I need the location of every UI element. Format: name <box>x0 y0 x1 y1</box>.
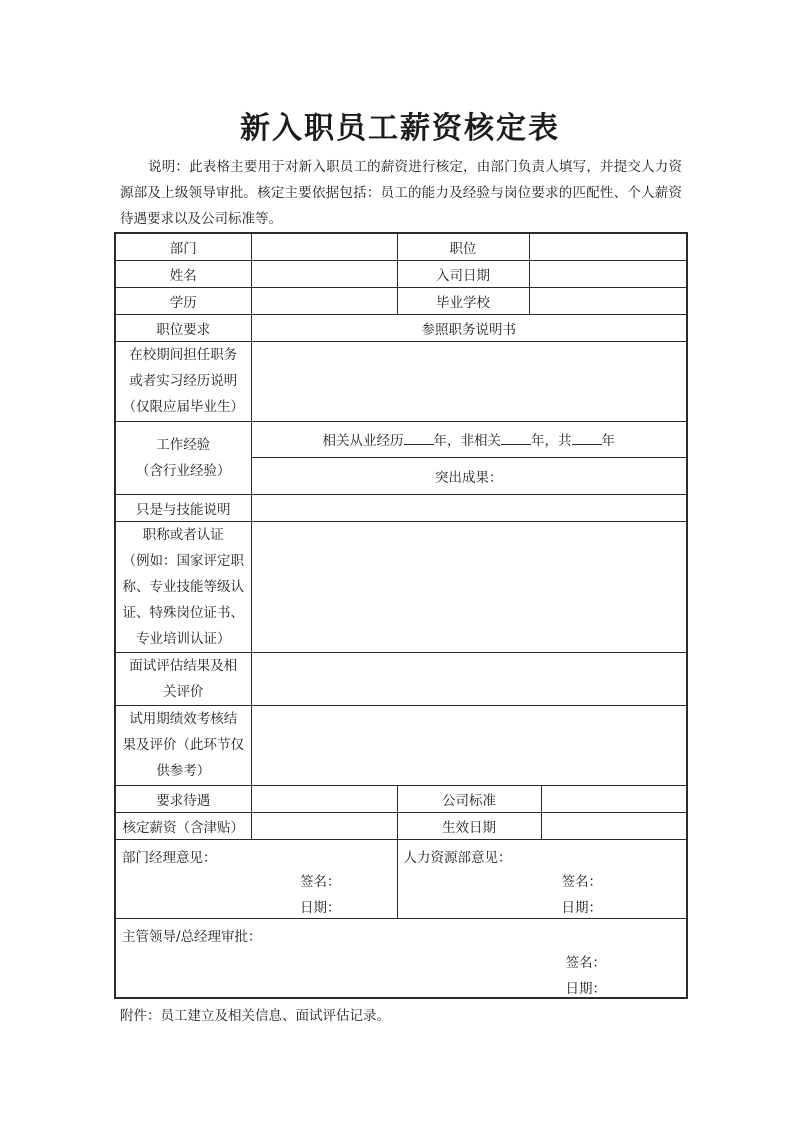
label-line: 工作经验 <box>156 436 211 453</box>
form-description: 说明：此表格主要用于对新入职员工的薪资进行核定，由部门负责人填写，并提交人力资源部及上级领导审批。核定主要依据包括：员工的能力及经验与岗位要求的匹配性、个人薪资待遇要求以及公司标准等。 <box>120 159 682 227</box>
label-line: 果及评价（此环节仅 <box>122 737 244 753</box>
value-name[interactable] <box>251 260 397 287</box>
label-probation <box>115 705 251 785</box>
label-line: （含行业经验） <box>136 462 231 479</box>
work-years-text: 年，共 <box>531 433 572 449</box>
label-line: 证、特殊岗位证书、 <box>122 604 244 621</box>
value-interview[interactable] <box>251 652 687 705</box>
label-line: （仅限应届毕业生） <box>122 399 244 415</box>
dept-opinion-label: 部门经理意见： <box>122 849 217 866</box>
label-school: 毕业学校 <box>397 287 529 314</box>
hr-date-label: 日期： <box>561 899 602 916</box>
label-school-experience <box>115 341 251 421</box>
value-skills[interactable] <box>251 494 687 521</box>
label-education: 学历 <box>115 287 251 314</box>
hr-sign-label: 签名： <box>561 873 602 890</box>
label-effective-date: 生效日期 <box>397 812 541 839</box>
value-effective-date[interactable] <box>541 812 687 839</box>
gm-approval[interactable] <box>115 918 687 998</box>
label-line: 职称或者认证 <box>142 526 224 543</box>
value-company-standard[interactable] <box>541 785 687 812</box>
blank-total-years[interactable] <box>572 430 602 445</box>
value-probation[interactable] <box>251 705 687 785</box>
work-years-text: 相关从业经历 <box>322 433 404 449</box>
blank-related-years[interactable] <box>404 430 434 445</box>
label-certifications <box>115 521 251 652</box>
label-line: 称、专业技能等级认 <box>122 578 244 595</box>
hr-opinion[interactable] <box>397 839 687 918</box>
label-hire-date: 入司日期 <box>397 260 529 287</box>
salary-form-table <box>114 232 688 999</box>
value-department[interactable] <box>251 233 397 260</box>
label-interview <box>115 652 251 705</box>
label-line: 面试评估结果及相 <box>129 657 238 674</box>
work-years-text: 年，非相关 <box>433 433 501 449</box>
label-line: （例如：国家评定职 <box>122 552 244 569</box>
label-approved-salary: 核定薪资（含津贴） <box>115 812 251 839</box>
dept-manager-opinion[interactable] <box>115 839 397 918</box>
value-approved-salary[interactable] <box>251 812 397 839</box>
hr-opinion-label: 人力资源部意见： <box>403 849 512 866</box>
blank-unrelated-years[interactable] <box>501 430 531 445</box>
gm-date-label: 日期： <box>565 980 606 997</box>
gm-approval-label: 主管领导/总经理审批： <box>122 928 262 945</box>
work-years-text: 年 <box>601 433 615 449</box>
label-line: 试用期绩效考核结 <box>129 711 238 727</box>
label-line: 专业培训认证） <box>136 630 231 647</box>
label-position-requirements: 职位要求 <box>115 314 251 341</box>
footnote: 附件：员工建立及相关信息、面试评估记录。 <box>120 1008 390 1024</box>
label-line: 关评价 <box>163 683 204 700</box>
label-position: 职位 <box>397 233 529 260</box>
label-work-experience <box>115 421 251 494</box>
page-title: 新入职员工薪资核定表 <box>240 111 560 146</box>
value-work-years[interactable] <box>251 421 687 457</box>
label-salary-request: 要求待遇 <box>115 785 251 812</box>
value-achievements[interactable]: 突出成果： <box>251 457 687 494</box>
value-education[interactable] <box>251 287 397 314</box>
value-school[interactable] <box>529 287 687 314</box>
label-line: 或者实习经历说明 <box>129 373 238 389</box>
value-salary-request[interactable] <box>251 785 397 812</box>
label-line: 在校期间担任职务 <box>129 347 238 363</box>
label-line: 供参考） <box>156 763 211 779</box>
value-position-requirements: 参照职务说明书 <box>251 314 687 341</box>
dept-date-label: 日期： <box>300 899 341 916</box>
gm-sign-label: 签名： <box>565 954 606 971</box>
value-certifications[interactable] <box>251 521 687 652</box>
label-skills: 只是与技能说明 <box>115 494 251 521</box>
value-school-experience[interactable] <box>251 341 687 421</box>
label-department: 部门 <box>115 233 251 260</box>
value-position[interactable] <box>529 233 687 260</box>
label-company-standard: 公司标准 <box>397 785 541 812</box>
dept-sign-label: 签名： <box>300 873 341 890</box>
value-hire-date[interactable] <box>529 260 687 287</box>
label-name: 姓名 <box>115 260 251 287</box>
